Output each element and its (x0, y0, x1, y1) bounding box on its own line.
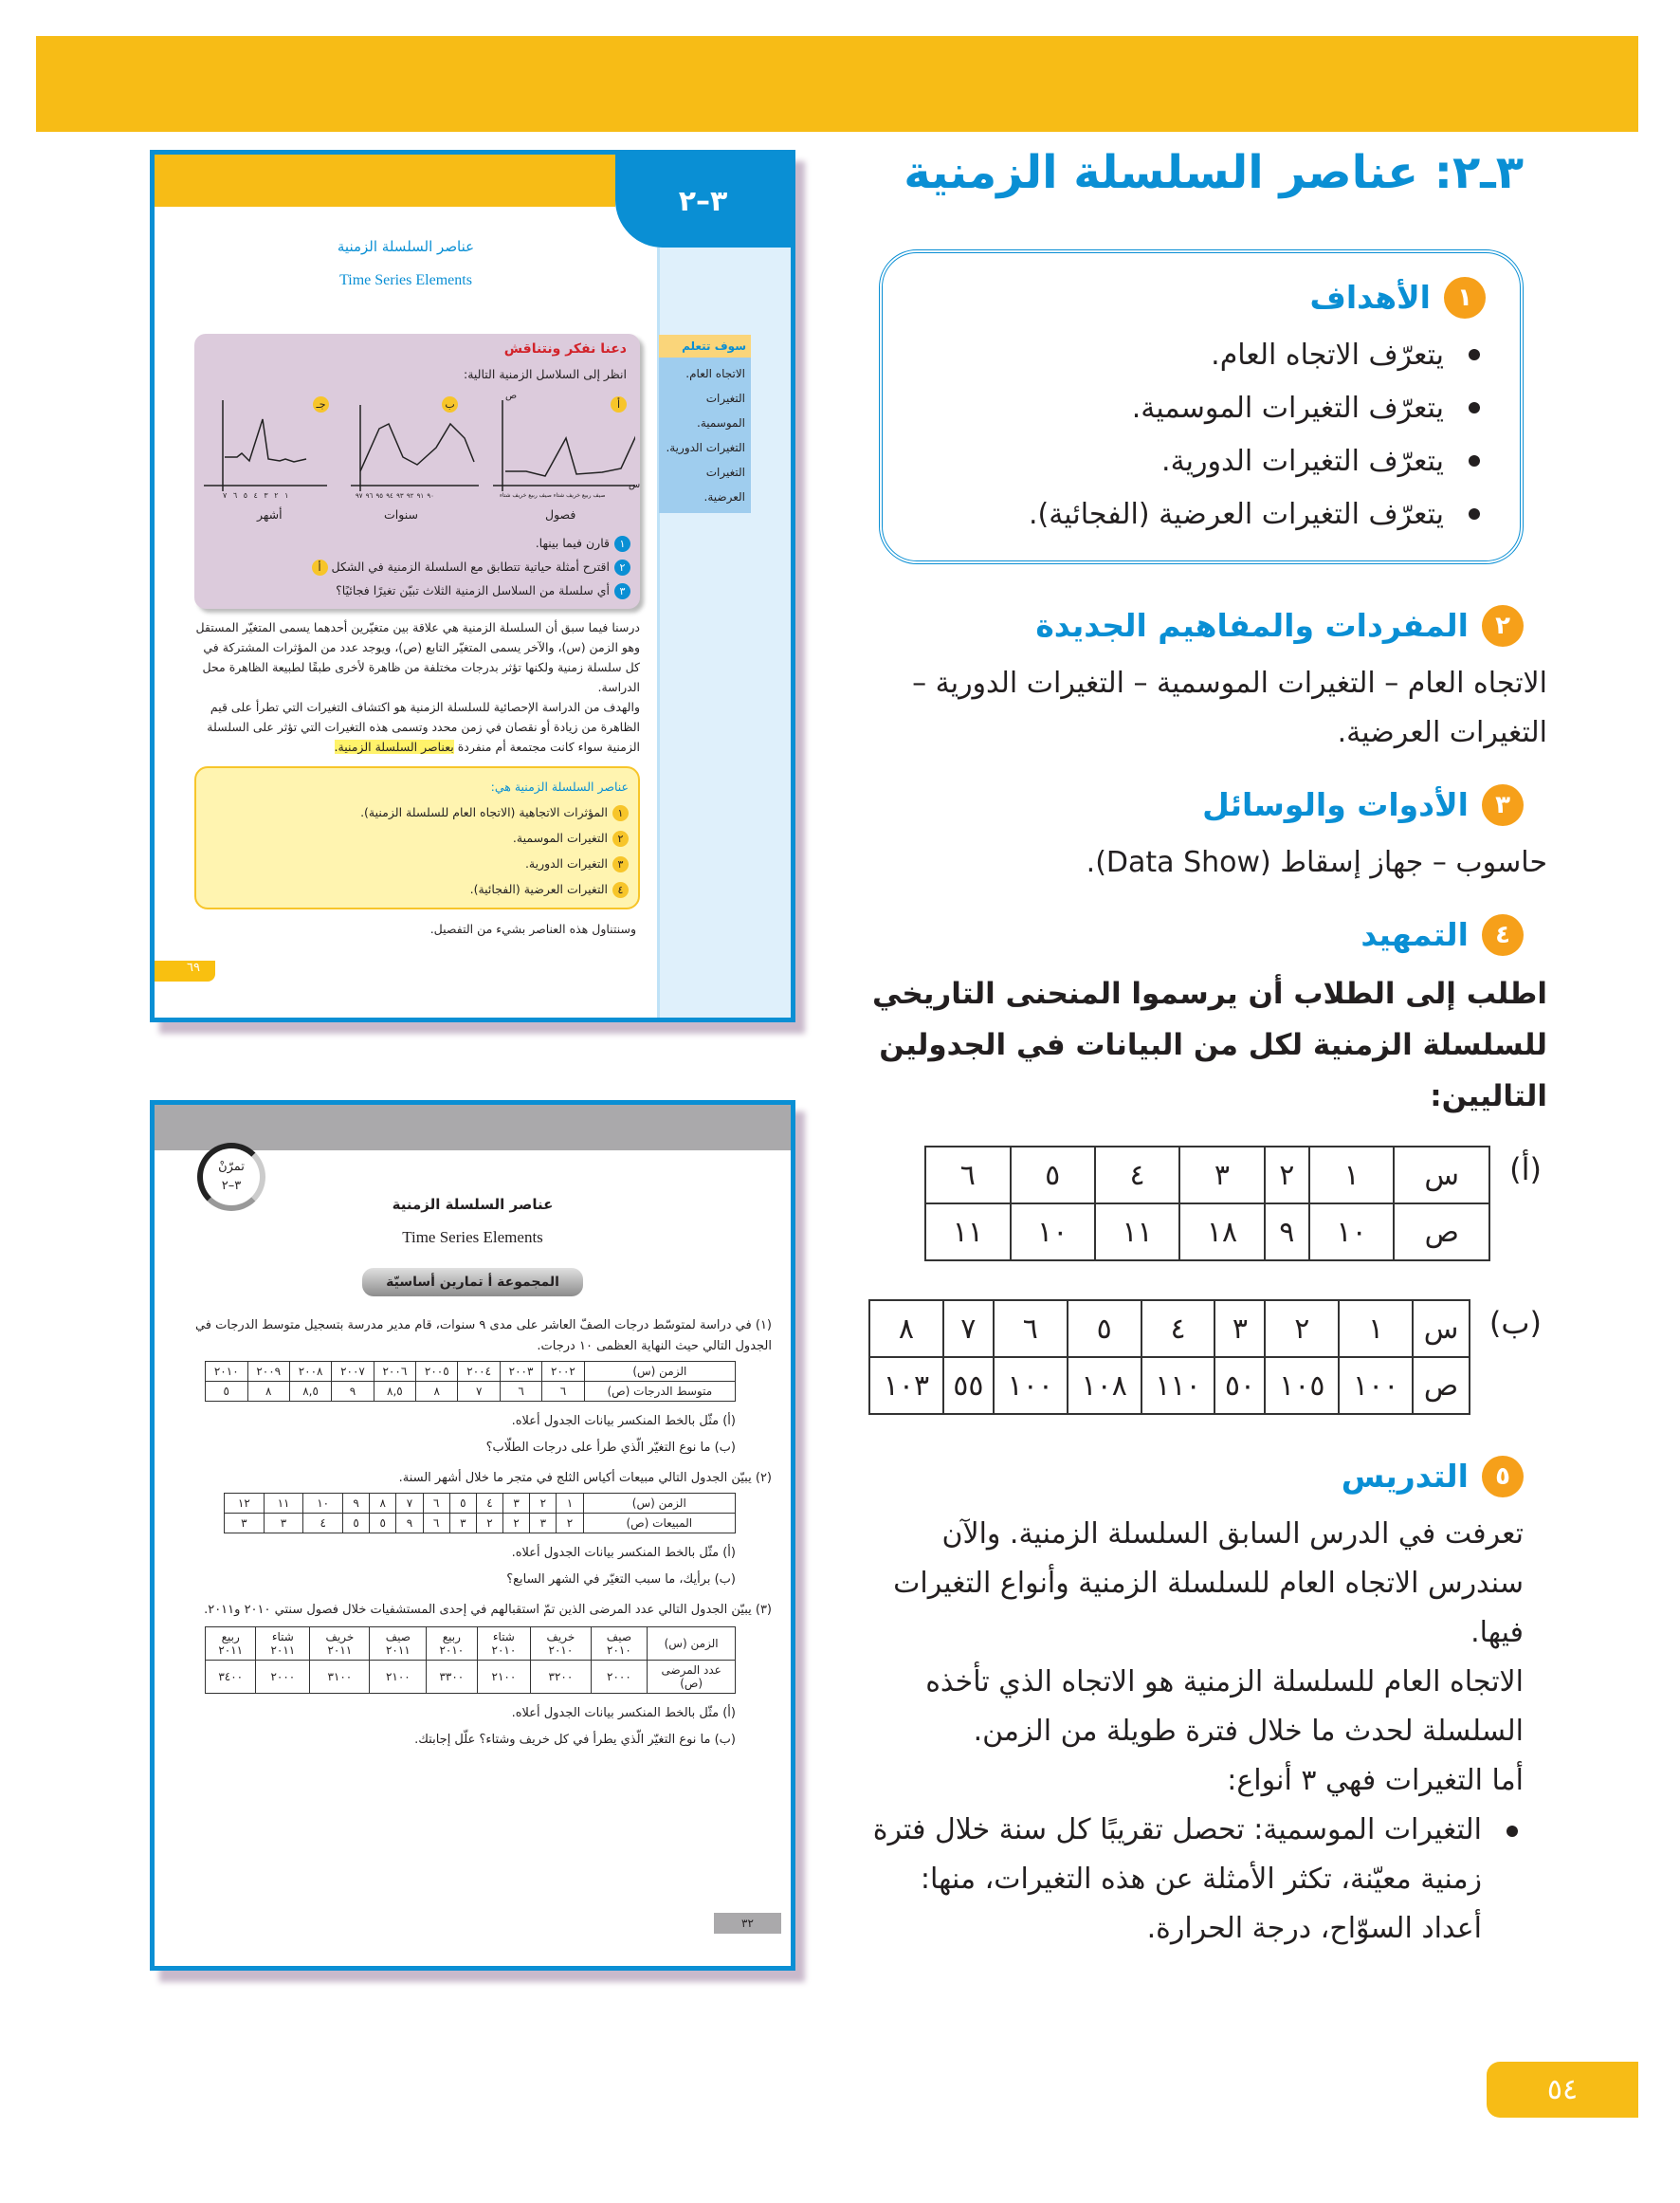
exercise-title-en: Time Series Elements (402, 1228, 543, 1246)
badge-number: ٣–٢ (221, 1179, 242, 1193)
table-b (868, 1299, 1470, 1415)
graph-b-line (360, 424, 474, 471)
exercise-flow (165, 1315, 772, 1751)
y-cell: ٣ (225, 1514, 265, 1533)
y-cell: ٢ (557, 1514, 583, 1533)
page-header-bar (155, 155, 615, 207)
x-cell: ٢٠٠٤ (458, 1362, 500, 1382)
item-number: ٢ (612, 831, 629, 847)
y-cell: ١٠٠ (1339, 1357, 1413, 1414)
x-cell: صيف ٢٠١١ (370, 1627, 427, 1661)
graph-xlabel: سنوات (384, 507, 418, 522)
page-header-bar (155, 1105, 791, 1150)
header-cell: ص (1413, 1357, 1470, 1414)
item-number: ١ (612, 805, 629, 821)
question-number: ١ (614, 536, 630, 552)
x-cell: ٧ (396, 1494, 423, 1514)
tools-heading (865, 781, 1547, 829)
x-cell: ٥ (449, 1494, 476, 1514)
y-cell: ١٠ (1309, 1203, 1394, 1260)
x-cell: ١٢ (225, 1494, 265, 1514)
x-cell: ربيع ٢٠١٠ (427, 1627, 477, 1661)
tools-text: حاسوب – جهاز إسقاط (Data Show). (1086, 846, 1547, 879)
page-number: ٥٤ (1487, 2062, 1638, 2118)
learn-item: التغيرات الموسمية. (697, 392, 745, 430)
x-cell: ٣ (1179, 1147, 1264, 1203)
sub-question: (أ) مثّل بالخط المنكسر بيانات الجدول أعلاه. (511, 1706, 736, 1720)
x-cell: ٣ (503, 1494, 530, 1514)
header-cell: الزمن (س) (648, 1627, 736, 1661)
table-a-row (865, 1146, 1547, 1261)
x-cell: ٢ (1265, 1300, 1339, 1357)
header-cell: ص (1394, 1203, 1489, 1260)
y-cell: ٨ (416, 1382, 458, 1402)
question: (٢) يبيّن الجدول التالي مبيعات أكياس الثلج في متجر ما خلال أشهر السنة. (398, 1471, 772, 1485)
y-cell: ٢١٠٠ (370, 1661, 427, 1694)
graph-xlabel: أشهر (257, 507, 283, 522)
vocab-text: الاتجاه العام – التغيرات الموسمية – التغيرات الدورية – التغيرات العرضية. (912, 667, 1547, 749)
axis-label: س (629, 480, 641, 490)
lesson-title-en: Time Series Elements (339, 272, 472, 288)
sub-question: (ب) ما نوع التغيّر الّذي يطرأ في كل خريف وشتاء؟ علّل إجابتك. (414, 1733, 736, 1747)
teaching-body (865, 1510, 1547, 1954)
y-cell: ٢ (476, 1514, 502, 1533)
graph-c-axes (204, 400, 327, 491)
x-cell: ٣ (1214, 1300, 1265, 1357)
time-series-sketches (204, 391, 635, 495)
y-cell: ١٠ (1011, 1203, 1095, 1260)
graph-c-line (225, 419, 306, 462)
x-cell: ١٠ (303, 1494, 343, 1514)
x-cell: ٢٠٠٦ (374, 1362, 415, 1382)
header-cell: متوسط الدرجات (ص) (584, 1382, 735, 1402)
x-cell: ٢٠٠٨ (289, 1362, 331, 1382)
x-cell: ١١ (264, 1494, 303, 1514)
x-cell: ٨ (370, 1494, 396, 1514)
y-cell: ٣٢٠٠ (531, 1661, 591, 1694)
x-cell: ٤ (476, 1494, 502, 1514)
sales-table (224, 1493, 736, 1533)
y-cell: ٥٠ (1214, 1357, 1265, 1414)
x-cell: ٢ (530, 1494, 557, 1514)
grades-table (205, 1361, 736, 1402)
y-cell: ٣ (449, 1514, 476, 1533)
learn-item: الاتجاه العام. (685, 367, 745, 380)
header-cell: الزمن (س) (584, 1362, 735, 1382)
x-cell: ١ (557, 1494, 583, 1514)
elements-heading: عناصر السلسلة الزمنية هي: (490, 780, 629, 794)
item-number: ٤ (612, 882, 629, 898)
y-cell: ١٠٣ (869, 1357, 943, 1414)
sub-question: (ب) برأيك، ما سبب التغيّر في الشهر السابع؟ (506, 1572, 736, 1587)
x-cell: ٢ (1265, 1147, 1309, 1203)
paragraph: والهدف من الدراسة الإحصائية للسلسلة الزمنية هو اكتشاف التغيرات التي تطرأ على قيم الظاهرة من زيادة أو نقصان في زمن محدد وتسمى هذه التغيرات التي تؤثر على السلسلة الزمنية سواء كانت مجتمعة أم منفردة (207, 700, 640, 754)
discussion-box (194, 334, 640, 609)
graph-xlabel: فصول (545, 507, 576, 522)
y-cell: ٩ (396, 1514, 423, 1533)
graph-ticks: صيف ربيع خريف شتاء صيف ربيع خريف شتاء (500, 492, 606, 499)
y-cell: ٥ (343, 1514, 370, 1533)
sub-question: (أ) مثّل بالخط المنكسر بيانات الجدول أعلاه. (511, 1414, 736, 1428)
x-cell: ٩ (343, 1494, 370, 1514)
header-cell: المبيعات (ص) (583, 1514, 735, 1533)
x-cell: ربيع ٢٠١١ (206, 1627, 256, 1661)
graph-tag: أ (611, 396, 627, 413)
graph-tag: جـ (313, 396, 329, 413)
goals-box (879, 249, 1524, 564)
learn-box (659, 335, 751, 513)
x-cell: ٢٠٠٩ (247, 1362, 289, 1382)
teaching-heading (865, 1453, 1547, 1500)
x-cell: صيف ٢٠١٠ (591, 1627, 648, 1661)
question-text: اقترح أمثلة حياتية تتطابق مع السلسلة الزمنية في الشكل (331, 560, 610, 574)
exercise-page-thumbnail (150, 1100, 795, 1971)
y-cell: ١٨ (1179, 1203, 1264, 1260)
header-bar (36, 36, 1638, 132)
discussion-heading: دعنا نفكر ونتناقش (503, 341, 627, 357)
y-cell: ٥ (370, 1514, 396, 1533)
intro-heading (865, 911, 1547, 959)
y-cell: ٩ (332, 1382, 374, 1402)
section-number: ٤ (1482, 914, 1524, 956)
x-cell: ٧ (943, 1300, 994, 1357)
x-cell: ٢٠٠٥ (416, 1362, 458, 1382)
graph-tag: ب (442, 396, 458, 413)
y-cell: ١١ (1095, 1203, 1179, 1260)
exercise-title-ar: عناصر السلسلة الزمنية (392, 1196, 554, 1213)
table-b-label: (ب) (1488, 1305, 1542, 1341)
learn-item: التغيرات الدورية. (666, 441, 745, 454)
y-cell: ٢١٠٠ (477, 1661, 531, 1694)
heading-text: الأدوات والوسائل (1202, 786, 1469, 823)
x-cell: ٤ (1141, 1300, 1215, 1357)
y-cell: ١٠٠ (994, 1357, 1068, 1414)
heading-text: الأهداف (1309, 279, 1431, 316)
x-cell: ١ (1309, 1147, 1394, 1203)
table-a (924, 1146, 1490, 1261)
page-title: ٣ـ٢: عناصر السلسلة الزمنية (904, 146, 1524, 199)
x-cell: ٤ (1095, 1147, 1179, 1203)
y-cell: ١١٠ (1141, 1357, 1215, 1414)
x-cell: خريف ٢٠١٠ (531, 1627, 591, 1661)
element-item: التغيرات الموسمية. (512, 831, 608, 845)
graph-a-axes (493, 400, 635, 491)
sub-question: (ب) ما نوع التغيّر الّذي طرأ على درجات الطلّاب؟ (485, 1441, 736, 1455)
y-cell: ١٠٥ (1265, 1357, 1339, 1414)
closing-text: وسنتناول هذه العناصر بشيء من التفصيل. (429, 922, 636, 936)
x-cell: ٦ (423, 1494, 449, 1514)
axis-label: ص (505, 391, 518, 401)
y-cell: ٧ (458, 1382, 500, 1402)
y-cell: ١١ (925, 1203, 1010, 1260)
y-cell: ٢ (503, 1514, 530, 1533)
heading-text: التدريس (1341, 1458, 1469, 1495)
intro-text: اطلب إلى الطلاب أن يرسموا المنحنى التاريخي للسلسلة الزمنية لكل من البيانات في الجدولين التاليين: (872, 977, 1547, 1113)
lesson-tab: ٣–٢ (615, 155, 791, 248)
teaching-paragraph: أما التغيرات فهي ٣ أنواع: (1227, 1764, 1524, 1797)
y-cell: ٣ (264, 1514, 303, 1533)
y-cell: ٥ (206, 1382, 248, 1402)
element-item: التغيرات العرضية (الفجائية). (469, 882, 608, 896)
x-cell: ٢٠٠٣ (500, 1362, 541, 1382)
learn-heading: سوف تتعلم (659, 335, 751, 358)
x-cell: ١ (1339, 1300, 1413, 1357)
x-cell: ٦ (925, 1147, 1010, 1203)
y-cell: ٨,٥ (289, 1382, 331, 1402)
element-item: التغيرات الدورية. (524, 856, 608, 871)
x-cell: خريف ٢٠١١ (310, 1627, 370, 1661)
y-cell: ٦ (542, 1382, 584, 1402)
y-cell: ٦ (500, 1382, 541, 1402)
teaching-paragraph: الاتجاه العام للسلسلة الزمنية هو الاتجاه الذي تأخذه السلسلة لحدث ما خلال فترة طويلة من الزمن. (925, 1665, 1524, 1748)
heading-text: التمهيد (1360, 916, 1469, 953)
teaching-paragraph: تعرفت في الدرس السابق السلسلة الزمنية. والآن سندرس الاتجاه العام للسلسلة الزمنية وأنواع التغيرات فيها. (893, 1517, 1524, 1649)
y-cell: ٥٥ (943, 1357, 994, 1414)
graph-a-line (505, 433, 635, 476)
y-cell: ٤ (303, 1514, 343, 1533)
discussion-prompt: انظر إلى السلاسل الزمنية التالية: (463, 367, 627, 381)
lesson-body-flow (194, 617, 640, 939)
elements-box (194, 766, 640, 909)
exercise-group-label: المجموعة أ تمارين أساسيّة (362, 1268, 583, 1296)
graph-ticks: ٩٠ ٩١ ٩٢ ٩٣ ٩٤ ٩٥ ٩٦ ٩٧ (356, 492, 434, 500)
question-number: ٢ (614, 560, 630, 576)
x-cell: ٥ (1011, 1147, 1095, 1203)
x-cell: ٢٠٠٧ (332, 1362, 374, 1382)
element-item: المؤثرات الاتجاهية (الاتجاه العام للسلسلة الزمنية). (360, 805, 608, 819)
y-cell: ٨,٥ (374, 1382, 415, 1402)
lesson-title-ar: عناصر السلسلة الزمنية (337, 238, 475, 255)
goal-item: يتعرّف التغيرات العرضية (الفجائية). (902, 488, 1486, 542)
teacher-guide-column (865, 142, 1547, 1954)
body-text (194, 617, 640, 757)
goals-heading (902, 274, 1486, 321)
question-text: قارن فيما بينها. (535, 536, 610, 550)
textbook-page-thumbnail (150, 150, 795, 1022)
x-cell: ٨ (869, 1300, 943, 1357)
header-cell: الزمن (س) (583, 1494, 735, 1514)
table-b-row (865, 1299, 1547, 1415)
y-cell: ٣ (530, 1514, 557, 1533)
question: (٣) يبيّن الجدول التالي عدد المرضى الذين تمّ استقبالهم في إحدى المستشفيات خلال فصول سنتي ٢٠١٠ و٢٠١١. (204, 1603, 772, 1617)
goal-item: يتعرّف التغيرات الدورية. (902, 435, 1486, 488)
goal-item: يتعرّف الاتجاه العام. (902, 329, 1486, 382)
section-number: ٥ (1482, 1456, 1524, 1497)
y-cell: ٢٠٠٠ (591, 1661, 648, 1694)
header-cell: س (1413, 1300, 1470, 1357)
section-number: ٣ (1482, 784, 1524, 826)
header-cell: س (1394, 1147, 1489, 1203)
y-cell: ٢٠٠٠ (256, 1661, 310, 1694)
badge-word: تمرّنْ (218, 1160, 245, 1174)
x-cell: ٢٠٠٢ (542, 1362, 584, 1382)
sub-question: (أ) مثّل بالخط المنكسر بيانات الجدول أعلاه. (511, 1546, 736, 1560)
y-cell: ٦ (423, 1514, 449, 1533)
x-cell: ٢٠١٠ (206, 1362, 248, 1382)
page-number: ٦٩ (155, 961, 215, 982)
teaching-bullet: التغيرات الموسمية: تحصل تقريبًا كل سنة خلال فترة زمنية معيّنة، تكثر الأمثلة عن هذه التغيرات، منها: أعداد السوّاح، درجة الحرارة. (865, 1806, 1524, 1954)
vocab-heading (865, 602, 1547, 650)
learn-item: التغيرات العرضية. (703, 466, 745, 504)
item-number: ٣ (612, 856, 629, 872)
y-cell: ٩ (1265, 1203, 1309, 1260)
heading-text: المفردات والمفاهيم الجديدة (1035, 607, 1469, 644)
question-text: أي سلسلة من السلاسل الزمنية الثلاث تبيّن تغيرًا فجائيًا؟ (336, 583, 610, 597)
goals-list (902, 329, 1486, 542)
page-number: ٣٢ (714, 1913, 781, 1934)
discussion-questions (204, 531, 630, 602)
y-cell: ٨ (247, 1382, 289, 1402)
section-number: ١ (1444, 277, 1486, 319)
graph-tag: أ (312, 560, 328, 576)
x-cell: ٦ (994, 1300, 1068, 1357)
y-cell: ٣٣٠٠ (427, 1661, 477, 1694)
question-number: ٣ (614, 583, 630, 599)
y-cell: ٣١٠٠ (310, 1661, 370, 1694)
graph-ticks: ١ ٢ ٣ ٤ ٥ ٦ ٧ (223, 491, 289, 500)
header-cell: عدد المرضى (ص) (648, 1661, 736, 1694)
section-number: ٢ (1482, 605, 1524, 647)
x-cell: ٥ (1068, 1300, 1141, 1357)
table-a-label: (أ) (1509, 1151, 1542, 1187)
x-cell: شتاء ٢٠١٠ (477, 1627, 531, 1661)
question: (١) في دراسة لمتوسّط درجات الصفّ العاشر على مدى ٩ سنوات، قام مدير مدرسة بتسجيل متوسط الدرجات في الجدول التالي حيث النهاية العظمى ١٠ درجات. (194, 1318, 772, 1353)
patients-table (205, 1626, 736, 1694)
y-cell: ٣٤٠٠ (206, 1661, 256, 1694)
y-cell: ١٠٨ (1068, 1357, 1141, 1414)
x-cell: شتاء ٢٠١١ (256, 1627, 310, 1661)
highlighted-term: بعناصر السلسلة الزمنية. (334, 740, 454, 754)
goal-item: يتعرّف التغيرات الموسمية. (902, 382, 1486, 435)
paragraph: درسنا فيما سبق أن السلسلة الزمنية هي علاقة بين متغيّرين أحدهما يسمى المتغيّر المستقل وهو الزمن (س)، والآخر يسمى المتغيّر التابع (ص)، ويوجد عدد من المؤثرات المشتركة في كل سلسلة زمنية ولكنها تؤثر بدرجات مختلفة من ظاهرة لأخرى طبقًا لطبيعة الظاهرة محل الدراسة. (195, 620, 640, 694)
